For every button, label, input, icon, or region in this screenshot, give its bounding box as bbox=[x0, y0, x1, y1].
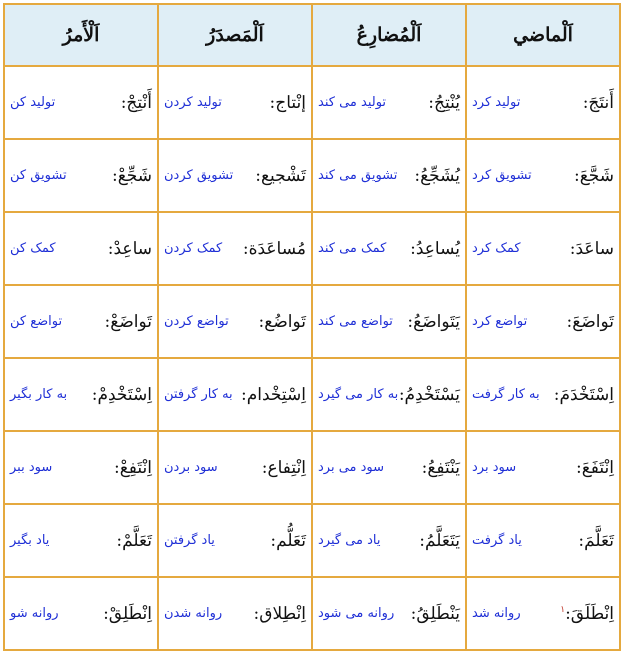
cell-imperative bbox=[4, 66, 158, 139]
verb-form: تَعَلَّمَ: bbox=[578, 530, 614, 551]
cell-past bbox=[466, 285, 620, 358]
verb-meaning: روانه می شود bbox=[318, 606, 395, 621]
verb-form: يَتَواضَعُ: bbox=[407, 311, 460, 332]
table-row bbox=[4, 358, 620, 431]
verb-meaning: به کار بگیر bbox=[10, 387, 68, 402]
cell-imperative bbox=[4, 358, 158, 431]
header-row bbox=[4, 4, 620, 66]
cell-past bbox=[466, 66, 620, 139]
cell-masdar bbox=[158, 285, 312, 358]
verb-conjugation-table bbox=[3, 3, 621, 651]
verb-form: إنْتاج: bbox=[269, 92, 306, 113]
verb-form: شَجِّعْ: bbox=[112, 165, 152, 186]
verb-meaning: تولید کرد bbox=[472, 95, 521, 110]
verb-meaning: تولید کردن bbox=[164, 95, 222, 110]
verb-form: تَواضُع: bbox=[258, 311, 306, 332]
verb-form: أَنتَجَ: bbox=[582, 92, 614, 113]
verb-meaning: سود می برد bbox=[318, 460, 385, 475]
verb-meaning: روانه شدن bbox=[164, 606, 223, 621]
cell-masdar bbox=[158, 66, 312, 139]
header-imperative: اَلْأَمرُ bbox=[4, 4, 158, 66]
verb-meaning: یاد گرفتن bbox=[164, 533, 215, 548]
verb-form: مُساعَدَة: bbox=[242, 238, 306, 259]
verb-meaning: یاد می گیرد bbox=[318, 533, 381, 548]
cell-imperative bbox=[4, 577, 158, 650]
cell-past bbox=[466, 504, 620, 577]
verb-form: اِسْتَخْدِمْ: bbox=[91, 384, 152, 405]
verb-form: ساعَدَ: bbox=[569, 238, 614, 259]
verb-meaning: کمک کردن bbox=[164, 241, 223, 256]
table-row bbox=[4, 139, 620, 212]
verb-form: اِنْتَفِعْ: bbox=[114, 457, 152, 478]
verb-form: شَجَّعَ: bbox=[574, 165, 614, 186]
table-row bbox=[4, 285, 620, 358]
table-row bbox=[4, 66, 620, 139]
cell-past bbox=[466, 431, 620, 504]
cell-present bbox=[312, 212, 466, 285]
cell-masdar bbox=[158, 139, 312, 212]
header-past: اَلْماضي bbox=[466, 4, 620, 66]
verb-form: يَنْطَلِقُ: bbox=[410, 603, 460, 624]
table-row bbox=[4, 431, 620, 504]
verb-meaning: تولید کن bbox=[10, 95, 56, 110]
verb-meaning: یاد گرفت bbox=[472, 533, 522, 548]
cell-present bbox=[312, 577, 466, 650]
verb-meaning: تشویق کن bbox=[10, 168, 67, 183]
cell-past bbox=[466, 139, 620, 212]
verb-form: يَنْتَفِعُ: bbox=[421, 457, 460, 478]
verb-form: تَعَلُّم: bbox=[270, 530, 306, 551]
cell-masdar bbox=[158, 504, 312, 577]
verb-meaning: سود ببر bbox=[10, 460, 53, 475]
verb-meaning: یاد بگیر bbox=[10, 533, 50, 548]
verb-form: اِنْتِفاع: bbox=[261, 457, 306, 478]
verb-form: تَعَلَّمْ: bbox=[116, 530, 152, 551]
verb-meaning: تشویق کرد bbox=[472, 168, 532, 183]
cell-past bbox=[466, 577, 620, 650]
cell-masdar bbox=[158, 431, 312, 504]
verb-meaning: به کار گرفتن bbox=[164, 387, 233, 402]
verb-meaning: سود بردن bbox=[164, 460, 218, 475]
cell-present bbox=[312, 358, 466, 431]
verb-meaning: تشویق می کند bbox=[318, 168, 398, 183]
verb-form: يُشَجِّعُ: bbox=[414, 165, 460, 186]
cell-present bbox=[312, 504, 466, 577]
cell-imperative bbox=[4, 431, 158, 504]
verb-form: يُساعِدُ: bbox=[410, 238, 460, 259]
verb-meaning: تواضع کرد bbox=[472, 314, 528, 329]
verb-meaning: تشویق کردن bbox=[164, 168, 234, 183]
verb-meaning: کمک کن bbox=[10, 241, 56, 256]
verb-form: اِسْتِخْدام: bbox=[241, 384, 306, 405]
verb-meaning: کمک می کند bbox=[318, 241, 387, 256]
verb-form: يُنْتِجُ: bbox=[428, 92, 460, 113]
verb-form: يَتَعَلَّمُ: bbox=[419, 530, 460, 551]
verb-meaning: به کار می گیرد bbox=[318, 387, 399, 402]
verb-meaning: روانه شد bbox=[472, 606, 521, 621]
cell-imperative bbox=[4, 139, 158, 212]
verb-form: تَواضَعْ: bbox=[104, 311, 152, 332]
verb-meaning: تواضع کردن bbox=[164, 314, 229, 329]
header-present: اَلْمُضارِعُ bbox=[312, 4, 466, 66]
verb-meaning: تولید می کند bbox=[318, 95, 387, 110]
verb-form: أَنْتِجْ: bbox=[120, 92, 152, 113]
verb-meaning: تواضع می کند bbox=[318, 314, 393, 329]
verb-form: تَواضَعَ: bbox=[566, 311, 614, 332]
footnote-marker: ۱ bbox=[560, 604, 566, 615]
cell-imperative bbox=[4, 504, 158, 577]
cell-past bbox=[466, 212, 620, 285]
header-masdar: اَلْمَصدَرُ bbox=[158, 4, 312, 66]
cell-present bbox=[312, 66, 466, 139]
verb-meaning: سود برد bbox=[472, 460, 517, 475]
cell-present bbox=[312, 431, 466, 504]
verb-form: اِنْطَلَقَ:$^۱$ bbox=[560, 603, 614, 624]
verb-meaning: تواضع کن bbox=[10, 314, 63, 329]
verb-form: اِسْتَخْدَمَ: bbox=[553, 384, 614, 405]
cell-past bbox=[466, 358, 620, 431]
table-row bbox=[4, 212, 620, 285]
cell-imperative bbox=[4, 212, 158, 285]
verb-meaning: روانه شو bbox=[10, 606, 59, 621]
cell-present bbox=[312, 285, 466, 358]
verb-form: اِنْطَلِقْ: bbox=[103, 603, 152, 624]
cell-masdar bbox=[158, 358, 312, 431]
verb-form: اِنْطِلاق: bbox=[253, 603, 306, 624]
cell-masdar bbox=[158, 577, 312, 650]
cell-imperative bbox=[4, 285, 158, 358]
cell-present bbox=[312, 139, 466, 212]
verb-meaning: کمک کرد bbox=[472, 241, 521, 256]
verb-meaning: به کار گرفت bbox=[472, 387, 540, 402]
table-row bbox=[4, 504, 620, 577]
verb-form: تَشْجيع: bbox=[255, 165, 306, 186]
cell-masdar bbox=[158, 212, 312, 285]
table-row bbox=[4, 577, 620, 650]
verb-form: ساعِدْ: bbox=[107, 238, 152, 259]
verb-form: اِنْتَفَعَ: bbox=[576, 457, 614, 478]
verb-form: يَسْتَخْدِمُ: bbox=[398, 384, 460, 405]
